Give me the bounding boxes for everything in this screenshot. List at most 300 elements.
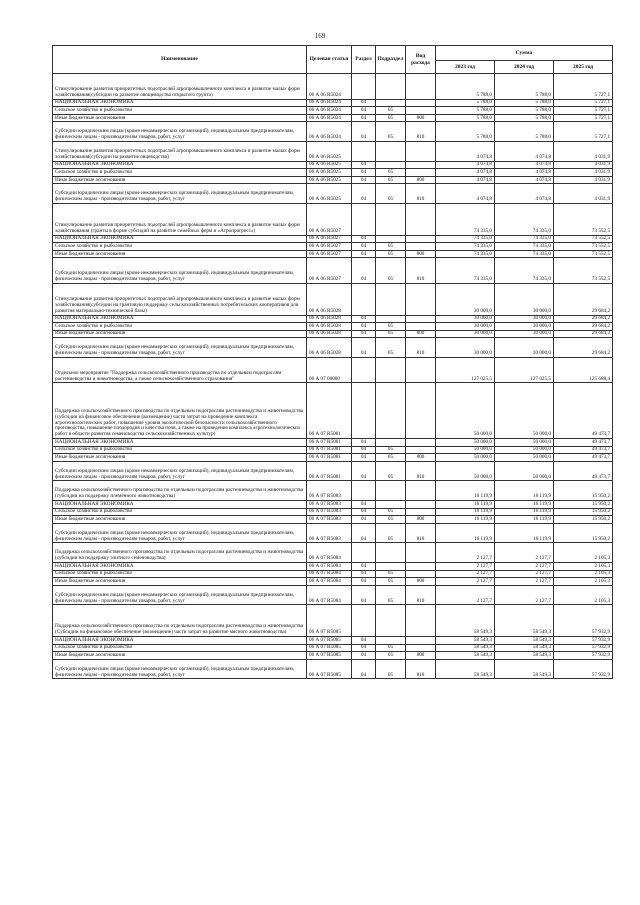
row-sum-2025: 15 950,2 [554, 501, 613, 509]
row-name: Сельское хозяйство и рыболовство [53, 169, 307, 177]
row-sum-2023: 58 549,3 [436, 636, 495, 644]
row-sum-2023: 74 335,0 [436, 250, 495, 258]
header-year-2025: 2025 год [554, 61, 613, 74]
table-row [53, 203, 613, 235]
row-subsection: 05 [376, 258, 406, 284]
row-expense-type: 810 [406, 585, 436, 605]
row-sum-2023: 16 119,9 [436, 516, 495, 524]
row-expense-type: 800 [406, 516, 436, 524]
row-name: Стимулирование развития приоритетных подотраслей агропромышленного комплекса и развитие малых форм хозяйствования(субсидии на развитие овощеводства открытого грунта) [53, 74, 307, 100]
row-name: Сельское хозяйство и рыболовство [53, 323, 307, 331]
row-sum-2023: 4 074,8 [436, 176, 495, 184]
row-name: Иные бюджетные ассигнования [53, 652, 307, 660]
row-section: 04 [352, 501, 376, 509]
row-section: 04 [352, 235, 376, 243]
row-subsection: 05 [376, 114, 406, 122]
row-name: Отдельное мероприятие "Поддержка сельскохозяйственного производства по отдельным подотраслям растениеводства и животноводства, а также сельскохозяйственного страхования" [53, 357, 307, 383]
table-row [53, 508, 613, 516]
row-sum-2023: 30 000,0 [436, 315, 495, 323]
row-expense-type: 810 [406, 122, 436, 142]
row-target-article: 06 А 07 R5085 [307, 644, 352, 652]
row-sum-2024: 2 127,7 [495, 570, 554, 578]
row-sum-2023: 16 119,9 [436, 501, 495, 509]
row-section: 04 [352, 323, 376, 331]
table-row [53, 659, 613, 679]
row-subsection: 05 [376, 107, 406, 115]
row-section: 04 [352, 99, 376, 107]
row-target-article: 06 А 07 R5081 [307, 439, 352, 447]
row-name: Субсидии юридическим лицам (кроме некоммерческих организаций), индивидуальным предпринимателям, физическим лицам - производителям товаров, работ, услуг [53, 338, 307, 358]
table-row [53, 585, 613, 605]
row-sum-2025: 29 684,2 [554, 323, 613, 331]
row-sum-2025: 5 727,1 [554, 107, 613, 115]
table-row [53, 605, 613, 637]
row-sum-2025: 15 950,2 [554, 481, 613, 501]
row-sum-2023: 74 335,0 [436, 243, 495, 251]
row-name: Иные бюджетные ассигнования [53, 578, 307, 586]
row-expense-type: 800 [406, 454, 436, 462]
row-name: Субсидии юридическим лицам (кроме некоммерческих организаций), индивидуальным предпринимателям, физическим лицам - производителям товаров, работ, услуг [53, 122, 307, 142]
row-sum-2025: 57 932,9 [554, 605, 613, 637]
row-sum-2025: 49 473,7 [554, 446, 613, 454]
row-sum-2025: 73 552,5 [554, 258, 613, 284]
row-section [352, 383, 376, 439]
row-sum-2024: 30 000,0 [495, 315, 554, 323]
row-sum-2025: 15 950,2 [554, 508, 613, 516]
row-target-article: 06 А 07 00000 [307, 357, 352, 383]
row-section [352, 543, 376, 563]
row-expense-type [406, 357, 436, 383]
row-sum-2023: 2 127,7 [436, 570, 495, 578]
row-sum-2024: 74 335,0 [495, 235, 554, 243]
row-subsection: 05 [376, 578, 406, 586]
row-name: НАЦИОНАЛЬНАЯ ЭКОНОМИКА [53, 439, 307, 447]
row-section [352, 357, 376, 383]
row-sum-2025: 73 552,5 [554, 243, 613, 251]
row-name: Стимулирование развития приоритетных подотраслей агропромышленного комплекса и развитие малых форм хозяйствования (гранты в форме субсидий на развитие семейных ферм и «Агропрогресс») [53, 203, 307, 235]
table-row [53, 636, 613, 644]
row-name: Субсидии юридическим лицам (кроме некоммерческих организаций), индивидуальным предпринимателям, физическим лицам - производителям товаров, работ, услуг [53, 258, 307, 284]
row-sum-2025: 73 552,5 [554, 250, 613, 258]
table-row [53, 578, 613, 586]
table-row [53, 357, 613, 383]
row-sum-2023: 58 549,3 [436, 652, 495, 660]
row-sum-2023: 5 788,0 [436, 74, 495, 100]
row-sum-2023: 4 074,8 [436, 184, 495, 204]
row-section: 04 [352, 644, 376, 652]
table-row [53, 315, 613, 323]
row-name: НАЦИОНАЛЬНАЯ ЭКОНОМИКА [53, 235, 307, 243]
row-sum-2024: 16 119,9 [495, 501, 554, 509]
row-target-article: 06 А 07 R5081 [307, 446, 352, 454]
row-name: Иные бюджетные ассигнования [53, 250, 307, 258]
row-target-article: 06 А 07 R5083 [307, 516, 352, 524]
row-sum-2024: 74 335,0 [495, 258, 554, 284]
row-sum-2023: 4 074,8 [436, 141, 495, 161]
row-sum-2023: 58 549,3 [436, 659, 495, 679]
row-section: 04 [352, 446, 376, 454]
row-section: 04 [352, 516, 376, 524]
row-sum-2024: 58 549,3 [495, 652, 554, 660]
row-subsection: 05 [376, 330, 406, 338]
row-subsection: 05 [376, 461, 406, 481]
row-sum-2023: 74 335,0 [436, 203, 495, 235]
row-sum-2025: 2 105,3 [554, 563, 613, 571]
row-expense-type [406, 644, 436, 652]
row-sum-2024: 58 549,3 [495, 659, 554, 679]
row-target-article: 06 А 06 R5025 [307, 141, 352, 161]
table-row [53, 141, 613, 161]
table-row [53, 543, 613, 563]
row-sum-2025: 49 473,7 [554, 461, 613, 481]
table-row [53, 169, 613, 177]
header-expense-type: Вид расхода [406, 46, 436, 74]
row-sum-2024: 16 119,9 [495, 523, 554, 543]
row-sum-2024: 16 119,9 [495, 516, 554, 524]
row-sum-2025: 57 932,9 [554, 644, 613, 652]
row-subsection: 05 [376, 659, 406, 679]
row-sum-2025: 5 727,1 [554, 114, 613, 122]
row-sum-2024: 4 074,8 [495, 176, 554, 184]
row-section [352, 203, 376, 235]
row-target-article: 06 А 06 R5024 [307, 114, 352, 122]
row-subsection [376, 563, 406, 571]
row-name: НАЦИОНАЛЬНАЯ ЭКОНОМИКА [53, 636, 307, 644]
page-number: 169 [314, 32, 326, 40]
row-expense-type: 800 [406, 578, 436, 586]
row-target-article: 06 А 06 R5028 [307, 283, 352, 315]
row-sum-2024: 2 127,7 [495, 578, 554, 586]
table-row [53, 570, 613, 578]
table-row [53, 338, 613, 358]
row-sum-2023: 5 788,0 [436, 99, 495, 107]
row-section: 04 [352, 250, 376, 258]
row-sum-2024: 50 000,0 [495, 446, 554, 454]
row-sum-2025: 5 727,1 [554, 99, 613, 107]
row-subsection [376, 501, 406, 509]
table-row [53, 439, 613, 447]
row-name: Поддержка сельскохозяйственного производства по отдельным подотраслям растениеводства и животноводства (субсидии на финансовое обеспечение (возмещение) части затрат на проведение комплекса агротехнологических работ, повышение уровня экологической безопасности сельскохозяйственного производства, повышение плодородия и качества почв, а также на проведение комплекса агротехнологических работ в области развития семеноводства сельскохозяйственных культур) [53, 383, 307, 439]
row-sum-2024: 74 335,0 [495, 243, 554, 251]
row-sum-2023: 50 000,0 [436, 446, 495, 454]
row-name: Сельское хозяйство и рыболовство [53, 243, 307, 251]
row-target-article: 06 А 07 R5083 [307, 501, 352, 509]
row-subsection [376, 203, 406, 235]
row-target-article: 06 А 06 R5025 [307, 169, 352, 177]
row-sum-2024: 58 549,3 [495, 605, 554, 637]
row-sum-2024: 30 000,0 [495, 283, 554, 315]
row-expense-type [406, 161, 436, 169]
row-name: НАЦИОНАЛЬНАЯ ЭКОНОМИКА [53, 315, 307, 323]
row-target-article: 06 А 07 R5083 [307, 508, 352, 516]
row-expense-type [406, 605, 436, 637]
row-expense-type [406, 203, 436, 235]
row-sum-2024: 16 119,9 [495, 508, 554, 516]
row-section: 04 [352, 122, 376, 142]
row-subsection: 05 [376, 454, 406, 462]
row-subsection: 05 [376, 122, 406, 142]
row-sum-2024: 2 127,7 [495, 563, 554, 571]
table-row [53, 114, 613, 122]
row-section [352, 605, 376, 637]
row-expense-type [406, 446, 436, 454]
row-expense-type [406, 508, 436, 516]
row-sum-2023: 5 788,0 [436, 107, 495, 115]
row-sum-2025: 15 950,2 [554, 523, 613, 543]
row-expense-type: 800 [406, 652, 436, 660]
row-sum-2024: 127 025,5 [495, 357, 554, 383]
row-section: 04 [352, 461, 376, 481]
row-section: 04 [352, 570, 376, 578]
table-row [53, 481, 613, 501]
row-sum-2024: 5 788,0 [495, 114, 554, 122]
row-expense-type [406, 383, 436, 439]
row-subsection [376, 315, 406, 323]
row-sum-2025: 49 473,7 [554, 454, 613, 462]
row-section [352, 283, 376, 315]
row-sum-2025: 4 031,9 [554, 169, 613, 177]
row-sum-2024: 30 000,0 [495, 323, 554, 331]
row-subsection [376, 283, 406, 315]
row-section: 04 [352, 652, 376, 660]
row-name: Поддержка сельскохозяйственного производства по отдельным подотраслям растениеводства и животноводства (субсидии на поддержку племенного животноводства) [53, 481, 307, 501]
row-sum-2025: 49 473,7 [554, 383, 613, 439]
row-sum-2023: 2 127,7 [436, 563, 495, 571]
row-expense-type: 800 [406, 330, 436, 338]
row-target-article: 06 А 07 R5084 [307, 578, 352, 586]
row-expense-type [406, 283, 436, 315]
table-row [53, 122, 613, 142]
row-target-article: 06 А 06 R5024 [307, 107, 352, 115]
row-sum-2024: 2 127,7 [495, 543, 554, 563]
row-sum-2023: 2 127,7 [436, 543, 495, 563]
row-name: Сельское хозяйство и рыболовство [53, 446, 307, 454]
row-subsection: 05 [376, 243, 406, 251]
row-sum-2024: 50 000,0 [495, 461, 554, 481]
row-sum-2024: 4 074,8 [495, 169, 554, 177]
row-expense-type [406, 141, 436, 161]
row-expense-type [406, 543, 436, 563]
row-target-article: 06 А 06 R5027 [307, 235, 352, 243]
row-section: 04 [352, 184, 376, 204]
table-row [53, 383, 613, 439]
row-section: 04 [352, 114, 376, 122]
table-row [53, 107, 613, 115]
row-expense-type [406, 169, 436, 177]
row-subsection: 05 [376, 250, 406, 258]
row-expense-type [406, 636, 436, 644]
row-expense-type [406, 570, 436, 578]
row-name: Иные бюджетные ассигнования [53, 114, 307, 122]
row-subsection [376, 141, 406, 161]
row-target-article: 06 А 07 R5081 [307, 461, 352, 481]
row-section: 04 [352, 578, 376, 586]
row-name: Стимулирование развития приоритетных подотраслей агропромышленного комплекса и развитие малых форм хозяйствования(субсидии на грантовую поддержку сельскохозяйственных потребительских кооперативов для развития материально-технической базы) [53, 283, 307, 315]
row-sum-2024: 4 074,8 [495, 161, 554, 169]
row-subsection: 05 [376, 169, 406, 177]
row-sum-2023: 16 119,9 [436, 508, 495, 516]
row-subsection [376, 636, 406, 644]
row-section: 04 [352, 169, 376, 177]
row-sum-2023: 50 000,0 [436, 439, 495, 447]
row-expense-type [406, 501, 436, 509]
row-sum-2023: 30 000,0 [436, 283, 495, 315]
row-sum-2025: 2 105,3 [554, 585, 613, 605]
row-section: 04 [352, 107, 376, 115]
table-row [53, 99, 613, 107]
row-section [352, 74, 376, 100]
table-row [53, 461, 613, 481]
row-target-article: 06 А 06 R5024 [307, 99, 352, 107]
row-target-article: 06 А 06 R5027 [307, 258, 352, 284]
row-sum-2023: 30 000,0 [436, 330, 495, 338]
row-expense-type: 810 [406, 523, 436, 543]
row-section: 04 [352, 508, 376, 516]
table-row [53, 644, 613, 652]
row-expense-type [406, 235, 436, 243]
row-sum-2023: 50 000,0 [436, 461, 495, 481]
row-sum-2023: 58 549,3 [436, 644, 495, 652]
row-subsection: 05 [376, 176, 406, 184]
row-sum-2025: 4 031,9 [554, 184, 613, 204]
row-target-article: 06 А 06 R5025 [307, 161, 352, 169]
row-expense-type: 810 [406, 258, 436, 284]
row-section: 04 [352, 454, 376, 462]
row-sum-2024: 5 788,0 [495, 122, 554, 142]
row-sum-2025: 57 932,9 [554, 652, 613, 660]
row-target-article: 06 А 07 R5085 [307, 636, 352, 644]
row-subsection [376, 235, 406, 243]
table-row [53, 74, 613, 100]
row-sum-2024: 5 788,0 [495, 99, 554, 107]
header-name: Наименование [53, 46, 307, 74]
row-expense-type: 810 [406, 338, 436, 358]
row-sum-2023: 5 788,0 [436, 122, 495, 142]
header-year-2023: 2023 год [436, 61, 495, 74]
row-subsection: 05 [376, 644, 406, 652]
row-sum-2023: 2 127,7 [436, 585, 495, 605]
row-sum-2024: 50 000,0 [495, 383, 554, 439]
row-name: Субсидии юридическим лицам (кроме некоммерческих организаций), индивидуальным предпринимателям, физическим лицам - производителям товаров, работ, услуг [53, 659, 307, 679]
row-target-article: 06 А 07 R5081 [307, 454, 352, 462]
row-name: Стимулирование развития приоритетных подотраслей агропромышленного комплекса и развитие малых форм хозяйствования(субсидии на развитие овцеводства) [53, 141, 307, 161]
row-expense-type: 810 [406, 184, 436, 204]
row-subsection [376, 543, 406, 563]
row-name: Поддержка сельскохозяйственного производства по отдельным подотраслям растениеводства и животноводства (субсидии на поддержку элитного семеноводства) [53, 543, 307, 563]
row-target-article: 06 А 07 R5083 [307, 523, 352, 543]
row-section: 04 [352, 176, 376, 184]
row-subsection: 05 [376, 652, 406, 660]
row-expense-type [406, 99, 436, 107]
row-sum-2023: 30 000,0 [436, 323, 495, 331]
row-sum-2025: 29 684,2 [554, 338, 613, 358]
row-section: 04 [352, 439, 376, 447]
row-subsection: 05 [376, 508, 406, 516]
table-row [53, 323, 613, 331]
row-sum-2024: 2 127,7 [495, 585, 554, 605]
row-sum-2025: 29 684,2 [554, 330, 613, 338]
row-name: НАЦИОНАЛЬНАЯ ЭКОНОМИКА [53, 563, 307, 571]
row-sum-2023: 74 335,0 [436, 258, 495, 284]
row-expense-type: 800 [406, 176, 436, 184]
row-sum-2025: 57 932,9 [554, 636, 613, 644]
table-row [53, 176, 613, 184]
row-subsection: 05 [376, 338, 406, 358]
row-section: 04 [352, 659, 376, 679]
table-row [53, 652, 613, 660]
row-name: Субсидии юридическим лицам (кроме некоммерческих организаций), индивидуальным предпринимателям, физическим лицам - производителям товаров, работ, услуг [53, 184, 307, 204]
table-body [53, 74, 613, 679]
row-target-article: 06 А 07 R5085 [307, 659, 352, 679]
row-name: НАЦИОНАЛЬНАЯ ЭКОНОМИКА [53, 99, 307, 107]
row-sum-2025: 15 950,2 [554, 516, 613, 524]
row-sum-2025: 29 684,2 [554, 315, 613, 323]
row-target-article: 06 А 06 R5027 [307, 203, 352, 235]
row-sum-2025: 49 473,7 [554, 439, 613, 447]
table-row [53, 563, 613, 571]
row-sum-2024: 30 000,0 [495, 338, 554, 358]
row-name: Иные бюджетные ассигнования [53, 454, 307, 462]
row-subsection [376, 605, 406, 637]
header-subsection: Подраздел [376, 46, 406, 74]
row-name: Субсидии юридическим лицам (кроме некоммерческих организаций), индивидуальным предпринимателям, физическим лицам - производителям товаров, работ, услуг [53, 585, 307, 605]
row-sum-2025: 5 727,1 [554, 122, 613, 142]
row-sum-2023: 50 000,0 [436, 383, 495, 439]
row-target-article: 06 А 07 R5081 [307, 383, 352, 439]
row-section: 04 [352, 338, 376, 358]
row-target-article: 06 А 06 R5028 [307, 330, 352, 338]
row-sum-2023: 4 074,8 [436, 161, 495, 169]
row-name: НАЦИОНАЛЬНАЯ ЭКОНОМИКА [53, 161, 307, 169]
row-subsection: 05 [376, 523, 406, 543]
row-expense-type [406, 315, 436, 323]
row-sum-2024: 50 000,0 [495, 454, 554, 462]
row-section: 04 [352, 523, 376, 543]
row-sum-2024: 50 000,0 [495, 439, 554, 447]
row-sum-2025: 2 105,3 [554, 543, 613, 563]
row-sum-2025: 73 552,5 [554, 203, 613, 235]
row-sum-2024: 4 074,8 [495, 184, 554, 204]
row-sum-2025: 29 684,2 [554, 283, 613, 315]
row-sum-2025: 73 552,5 [554, 235, 613, 243]
row-expense-type: 810 [406, 659, 436, 679]
row-name: Иные бюджетные ассигнования [53, 176, 307, 184]
table-row [53, 235, 613, 243]
row-name: Поддержка сельскохозяйственного производства по отдельным подотраслям растениеводства и животноводства (Субсидии на финансовое обеспечение (возмещение) части затрат на развитие мясного животноводства) [53, 605, 307, 637]
table-row [53, 184, 613, 204]
table-row [53, 446, 613, 454]
row-subsection [376, 99, 406, 107]
row-section [352, 481, 376, 501]
row-sum-2024: 74 335,0 [495, 250, 554, 258]
row-sum-2023: 30 000,0 [436, 338, 495, 358]
row-sum-2024: 4 074,8 [495, 141, 554, 161]
row-expense-type [406, 323, 436, 331]
row-subsection: 05 [376, 516, 406, 524]
row-sum-2025: 5 727,1 [554, 74, 613, 100]
row-subsection: 05 [376, 446, 406, 454]
row-section: 04 [352, 258, 376, 284]
table-row [53, 250, 613, 258]
row-name: Сельское хозяйство и рыболовство [53, 570, 307, 578]
row-target-article: 06 А 07 R5084 [307, 543, 352, 563]
row-expense-type [406, 74, 436, 100]
row-subsection [376, 439, 406, 447]
table-row [53, 330, 613, 338]
row-name: Сельское хозяйство и рыболовство [53, 508, 307, 516]
table-row [53, 516, 613, 524]
row-section: 04 [352, 243, 376, 251]
